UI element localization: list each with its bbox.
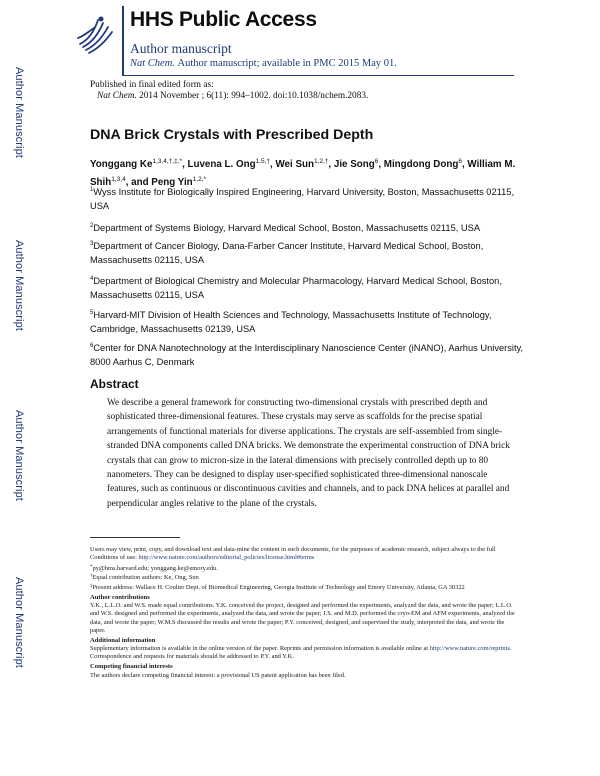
affiliation-2 [90, 219, 530, 235]
author-contributions-text: Y.K., L.L.O. and W.S. made equal contributions. Y.K. conceived the project, designed and performed the experiments, analyzed the data, and wrote the paper; L.L.O. and W.S. designed and performed the experiments, analyzed the data, and wrote the paper; J.S. and M.D. performed the cryo-EM and AFM experiments, analyzed the data, and wrote the paper; W.M.S discussed the results and wrote the paper; P.Y. conceived, designed, and supervised the study, interpreted the data, and wrote the paper. [90, 601, 515, 634]
additional-information-heading: Additional information [90, 636, 156, 644]
author-manuscript-subtitle: Author manuscript [130, 41, 232, 56]
affiliation-text: Harvard-MIT Division of Health Sciences and Technology, Massachusetts Institute of Technology, Cambridge, Massachusetts 02139, USA [90, 310, 492, 334]
terms-text: Users may view, print, copy, and download text and data-mine the content in such documents, for the purposes of academic research, subject always to the full Conditions of use: [90, 546, 496, 562]
correspondence-mark: * [90, 565, 93, 571]
affiliation-text: Department of Cancer Biology, Dana-Farber Cancer Institute, Harvard Medical School, Boston, Massachusetts 02115, USA [90, 241, 484, 265]
hhs-public-access-title: HHS Public Access [130, 8, 317, 31]
affiliation-text: Department of Systems Biology, Harvard Medical School, Boston, Massachusetts 02115, USA [93, 223, 481, 233]
author-affiliation-marks: 1,2,† [313, 158, 329, 165]
author-affiliation-marks: 1,5,† [255, 158, 271, 165]
author-separator: , [461, 159, 468, 170]
header-divider-vertical [122, 6, 124, 76]
author-name: Yonggang Ke [90, 159, 153, 170]
author-name: Luvena L. Ong [187, 159, 256, 170]
author-separator: , [328, 159, 334, 170]
terms-of-use [90, 546, 520, 563]
author-name: William M. Shih [90, 159, 516, 188]
author-separator: , [270, 159, 276, 170]
correspondence-text: py@hms.harvard.edu; yonggang.ke@emory.edu. [92, 565, 218, 573]
sidebar-author-manuscript-4: Author Manuscript [13, 576, 25, 668]
author-affiliation-marks: 6 [374, 158, 379, 165]
sidebar-author-manuscript-1: Author Manuscript [13, 66, 25, 158]
correspondence-note [90, 564, 520, 573]
affiliation-number: 5 [90, 310, 94, 316]
author-name: Mingdong Dong [383, 159, 459, 170]
present-address-text: Present address: Wallace H. Coulter Dept. of Biomedical Engineering, Georgia Institute of Technology and Emory University, Atlanta, GA 30322 [92, 583, 465, 591]
author-separator: , [182, 159, 188, 170]
additional-info-text: Supplementary information is available in the online version of the paper. Reprints and permission information is available online at [90, 645, 429, 653]
affiliation-number: 6 [90, 343, 94, 349]
affiliation-number: 1 [90, 187, 94, 193]
affiliation-6 [90, 339, 530, 369]
citation-journal: Nat Chem. [97, 91, 137, 101]
footnote-divider [90, 537, 180, 538]
citation-line [97, 91, 368, 101]
availability-text: Author manuscript; available in PMC 2015 May 01. [177, 58, 397, 69]
author-separator: , [378, 159, 384, 170]
author-affiliation-marks: 1,2,* [192, 175, 207, 183]
affiliation-3 [90, 237, 530, 267]
additional-info-text-end: . Correspondence and requests for materials should be addressed to P.Y. and Y.K. [90, 645, 512, 661]
terms-link[interactable]: http://www.nature.com/authors/editorial_policies/license.html#terms [138, 554, 315, 562]
equal-contribution-text: Equal contribution authors: Ke, Ong, Sun [92, 574, 199, 582]
affiliation-number: 3 [90, 241, 94, 247]
header-divider-horizontal [122, 75, 514, 76]
affiliation-number: 4 [90, 276, 94, 282]
author-separator: , and [125, 176, 152, 188]
abstract-text: We describe a general framework for constructing two-dimensional crystals with prescribed depth and sophisticated three-dimensional features. These crystals may serve as scaffolds for the precise spatial arrangements of functional materials for diverse applications. The crystals are self-assembled from single-stranded DNA components called DNA bricks. We demonstrate the experimental construction of DNA brick crystals that can grow to micron-size in the lateral dimensions with precisely controlled depth up to 80 nanometers. They can be designed to display user-specified sophisticated three-dimensional nanoscale features, such as continuous or discontinuous cavities and channels, and to pack DNA helices at parallel and perpendicular angles relative to the plane of the crystals. [107, 398, 510, 509]
sidebar-author-manuscript-2: Author Manuscript [13, 239, 25, 331]
paper-title: DNA Brick Crystals with Prescribed Depth [90, 127, 374, 143]
author-name: Peng Yin [151, 176, 193, 188]
hhs-eagle-logo-icon [74, 14, 114, 56]
author-name: Jie Song [333, 159, 375, 170]
abstract-heading: Abstract [90, 377, 139, 391]
equal-contribution-note [90, 573, 520, 582]
availability-line [130, 58, 397, 69]
author-contributions-heading: Author contributions [90, 593, 150, 601]
affiliation-5 [90, 306, 530, 336]
present-address-mark: ‡ [90, 583, 93, 589]
citation-text: 2014 November ; 6(11): 994–1002. doi:10.1038/nchem.2083. [139, 91, 369, 101]
sidebar-author-manuscript-3: Author Manuscript [13, 409, 25, 501]
reprints-link[interactable]: http://www.nature.com/reprints [429, 645, 510, 653]
competing-interests-heading: Competing financial interests [90, 663, 173, 671]
affiliation-number: 2 [90, 223, 94, 229]
affiliation-text: Wyss Institute for Biologically Inspired Engineering, Harvard University, Boston, Massachusetts 02115, USA [90, 187, 515, 211]
equal-contribution-mark: † [90, 574, 93, 580]
competing-interests-text: The authors declare competing financial interest: a provisional US patent application has been filed. [90, 671, 346, 679]
footnotes [90, 546, 520, 681]
affiliation-1 [90, 183, 530, 213]
published-line: Published in final edited form as: [90, 80, 214, 90]
additional-information-text [90, 645, 520, 662]
author-affiliation-marks: 6 [458, 158, 462, 165]
author-affiliation-marks: 1,3,4 [111, 175, 126, 183]
affiliation-text: Department of Biological Chemistry and Molecular Pharmacology, Harvard Medical School, Boston, Massachusetts 02115, USA [90, 276, 502, 300]
present-address-note [90, 583, 520, 592]
author-name: Wei Sun [275, 159, 314, 170]
author-affiliation-marks: 1,3,4,†,‡,* [152, 158, 183, 165]
availability-journal: Nat Chem. [130, 58, 175, 69]
affiliation-text: Center for DNA Nanotechnology at the Interdisciplinary Nanoscience Center (iNANO), Aarhus University, 8000 Aarhus C, Denmark [90, 343, 524, 367]
affiliation-4 [90, 272, 530, 302]
